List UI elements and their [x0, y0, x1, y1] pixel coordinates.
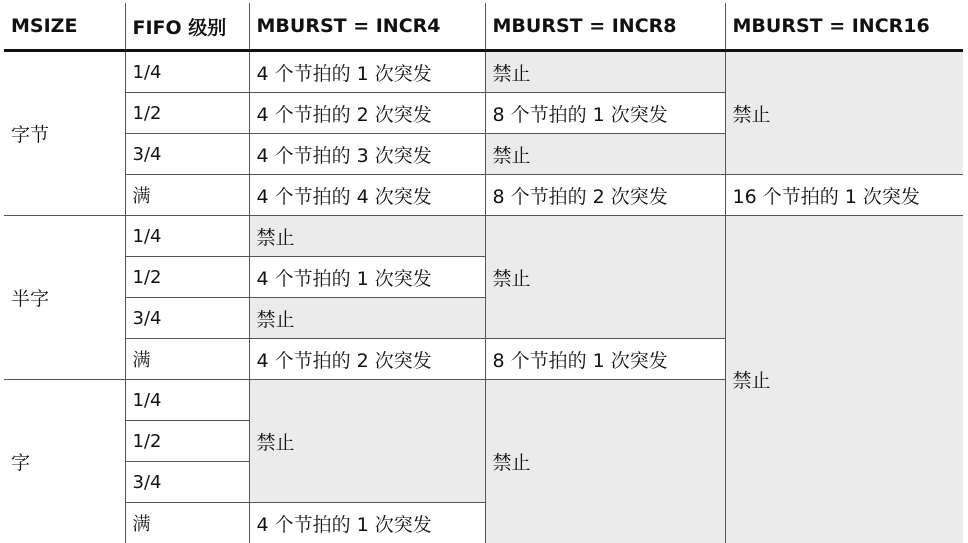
fifo-level: 1/2 — [125, 93, 249, 134]
incr8-cell: 8 个节拍的 1 次突发 — [485, 339, 725, 380]
fifo-level: 3/4 — [125, 462, 249, 503]
incr4-cell: 4 个节拍的 2 次突发 — [249, 93, 485, 134]
incr4-cell: 4 个节拍的 1 次突发 — [249, 51, 485, 93]
incr8-cell: 8 个节拍的 1 次突发 — [485, 93, 725, 134]
fifo-level: 满 — [125, 339, 249, 380]
burst-config-table — [4, 3, 963, 543]
incr8-cell: 禁止 — [485, 51, 725, 93]
msize-byte: 字节 — [4, 51, 125, 216]
fifo-level: 满 — [125, 503, 249, 543]
header-incr16: MBURST = INCR16 — [725, 3, 963, 51]
header-row — [4, 3, 963, 51]
table-row — [4, 175, 963, 216]
fifo-level: 满 — [125, 175, 249, 216]
table-row — [4, 51, 963, 93]
header-msize: MSIZE — [4, 3, 125, 51]
incr4-cell: 禁止 — [249, 216, 485, 257]
incr4-cell: 4 个节拍的 3 次突发 — [249, 134, 485, 175]
fifo-level: 1/2 — [125, 257, 249, 298]
incr4-cell: 禁止 — [249, 298, 485, 339]
header-fifo-level: FIFO 级别 — [125, 3, 249, 51]
msize-halfword: 半字 — [4, 216, 125, 380]
header-incr4: MBURST = INCR4 — [249, 3, 485, 51]
incr8-cell: 禁止 — [485, 134, 725, 175]
incr16-cell: 禁止 — [725, 51, 963, 175]
fifo-level: 1/2 — [125, 421, 249, 462]
incr8-cell: 8 个节拍的 2 次突发 — [485, 175, 725, 216]
incr4-cell: 4 个节拍的 1 次突发 — [249, 257, 485, 298]
incr4-cell: 4 个节拍的 1 次突发 — [249, 503, 485, 543]
incr16-cell: 16 个节拍的 1 次突发 — [725, 175, 963, 216]
table-row — [4, 216, 963, 257]
fifo-level: 3/4 — [125, 298, 249, 339]
incr4-cell: 4 个节拍的 2 次突发 — [249, 339, 485, 380]
msize-word: 字 — [4, 380, 125, 543]
incr4-cell: 禁止 — [249, 380, 485, 503]
incr8-cell: 禁止 — [485, 216, 725, 339]
incr16-merged-cell: 禁止 — [725, 216, 963, 543]
incr8-cell: 禁止 — [485, 380, 725, 543]
fifo-level: 1/4 — [125, 51, 249, 93]
incr4-cell: 4 个节拍的 4 次突发 — [249, 175, 485, 216]
header-incr8: MBURST = INCR8 — [485, 3, 725, 51]
fifo-level: 3/4 — [125, 134, 249, 175]
fifo-level: 1/4 — [125, 216, 249, 257]
fifo-level: 1/4 — [125, 380, 249, 421]
